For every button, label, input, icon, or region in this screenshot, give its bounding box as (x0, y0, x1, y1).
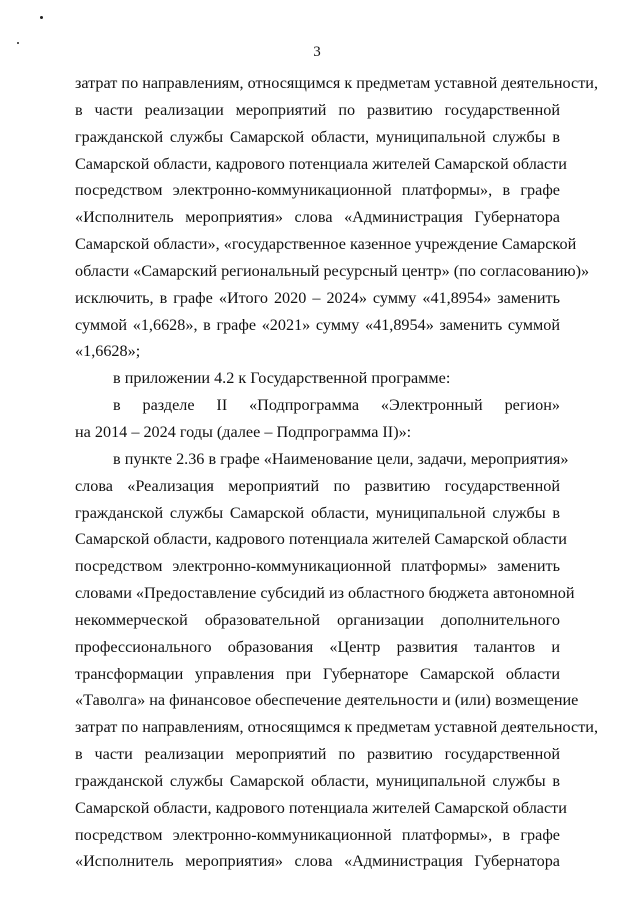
document-body (75, 70, 598, 875)
text-line: исключить, в графе «Итого 2020 – 2024» сумму «41,8954» заменить (75, 288, 560, 307)
text-line: в приложении 4.2 к Государственной программе: (113, 369, 451, 388)
text-line: гражданской службы Самарской области, муниципальной службы в (75, 127, 560, 146)
text-line: «Исполнитель мероприятия» слова «Администрация Губернатора (75, 852, 560, 871)
text-line: в пункте 2.36 в графе «Наименование цели, задачи, мероприятия» (113, 449, 569, 468)
text-line: на 2014 – 2024 годы (далее – Подпрограмма II)»: (75, 422, 412, 441)
text-line: Самарской области, кадрового потенциала жителей Самарской области (75, 154, 567, 173)
text-line: «1,6628»; (75, 342, 141, 361)
text-line: затрат по направлениям, относящимся к предметам уставной деятельности, (75, 74, 598, 92)
scan-speck (40, 16, 43, 19)
text-line: области «Самарский региональный ресурсный центр» (по согласованию)» (75, 261, 590, 280)
text-line: посредством электронно-коммуникационной платформы», в графе (75, 825, 560, 844)
text-line: Самарской области, кадрового потенциала жителей Самарской области (75, 798, 567, 817)
text-line: Самарской области, кадрового потенциала жителей Самарской области (75, 530, 567, 549)
text-line: «Исполнитель мероприятия» слова «Администрация Губернатора (75, 208, 560, 227)
text-line: в части реализации мероприятий по развитию государственной (75, 745, 560, 764)
text-line: в разделе II «Подпрограмма «Электронный регион» (113, 396, 560, 415)
text-line: затрат по направлениям, относящимся к предметам уставной деятельности, (75, 718, 598, 737)
text-line: словами «Предоставление субсидий из областного бюджета автономной (75, 584, 575, 603)
text-line: суммой «1,6628», в графе «2021» сумму «41,8954» заменить суммой (75, 315, 560, 334)
text-line: слова «Реализация мероприятий по развитию государственной (75, 476, 560, 495)
text-line: в части реализации мероприятий по развитию государственной (75, 100, 560, 119)
text-line: трансформации управления при Губернаторе Самарской области (75, 664, 560, 683)
text-line: «Таволга» на финансовое обеспечение деятельности и (или) возмещение (75, 691, 579, 710)
text-line: посредством электронно-коммуникационной платформы» заменить (75, 557, 560, 576)
text-line: посредством электронно-коммуникационной платформы», в графе (75, 181, 560, 200)
text-line: гражданской службы Самарской области, муниципальной службы в (75, 771, 560, 790)
page-number: 3 (313, 44, 321, 60)
text-line: Самарской области», «государственное казенное учреждение Самарской (75, 235, 577, 254)
text-line: профессионального образования «Центр развития талантов и (75, 637, 560, 656)
text-line: некоммерческой образовательной организации дополнительного (75, 610, 560, 629)
text-line: гражданской службы Самарской области, муниципальной службы в (75, 503, 560, 522)
